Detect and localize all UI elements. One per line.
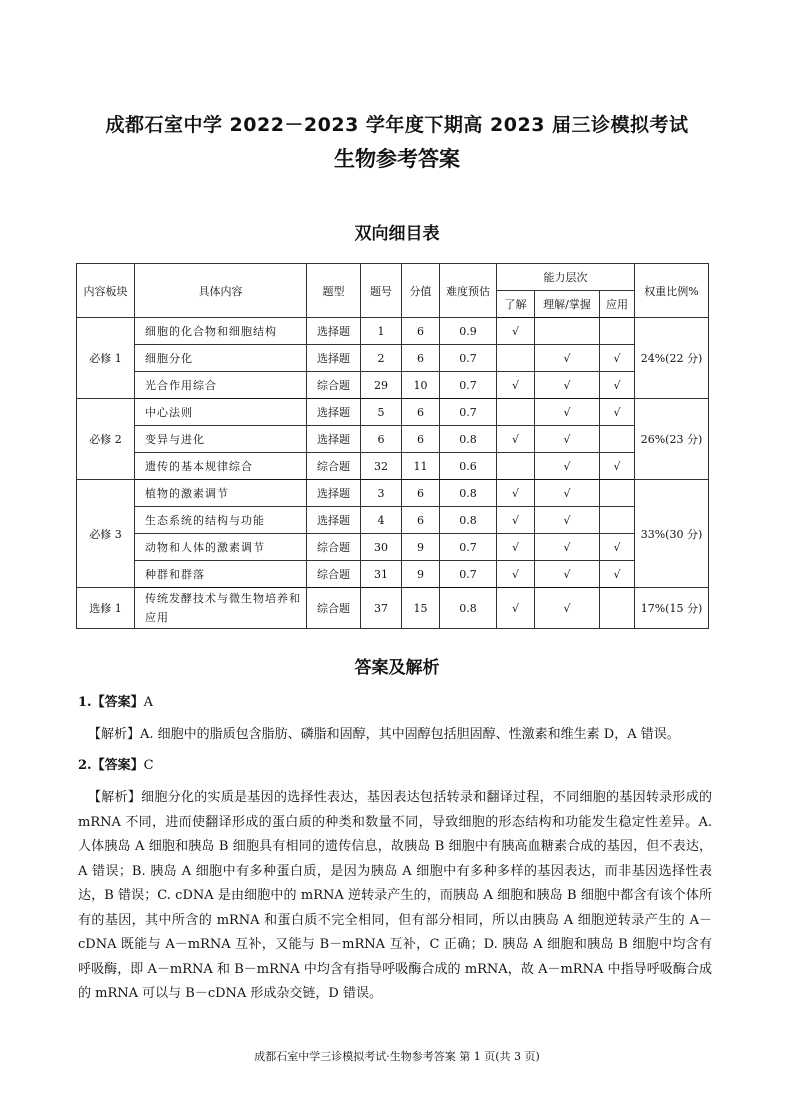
difficulty-cell: 0.8 <box>440 507 497 534</box>
number-cell: 4 <box>361 507 402 534</box>
number-cell: 29 <box>361 372 402 399</box>
check-master: √ <box>535 507 600 534</box>
score-cell: 6 <box>402 426 440 453</box>
number-cell: 37 <box>361 588 402 629</box>
answers-section-title: 答案及解析 <box>354 658 440 678</box>
header-block: 内容板块 <box>77 264 135 318</box>
type-cell: 选择题 <box>307 345 361 372</box>
block-cell: 必修 2 <box>77 399 135 480</box>
q2-answer-label: 2.【答案】 <box>78 758 144 773</box>
check-understand <box>497 453 535 480</box>
check-apply <box>600 588 635 629</box>
check-understand: √ <box>497 480 535 507</box>
check-master: √ <box>535 372 600 399</box>
q1-answer-value: A <box>143 695 153 710</box>
difficulty-cell: 0.8 <box>440 480 497 507</box>
check-apply: √ <box>600 453 635 480</box>
q2-answer <box>78 754 718 778</box>
number-cell: 30 <box>361 534 402 561</box>
page-footer: 成都石室中学三诊模拟考试·生物参考答案 第 1 页(共 3 页) <box>254 1050 540 1063</box>
difficulty-cell: 0.7 <box>440 399 497 426</box>
type-cell: 选择题 <box>307 318 361 345</box>
number-cell: 32 <box>361 453 402 480</box>
type-cell: 选择题 <box>307 507 361 534</box>
header-score: 分值 <box>402 264 440 318</box>
score-cell: 6 <box>402 507 440 534</box>
check-understand: √ <box>497 318 535 345</box>
score-cell: 9 <box>402 534 440 561</box>
difficulty-cell: 0.7 <box>440 372 497 399</box>
score-cell: 6 <box>402 318 440 345</box>
check-master: √ <box>535 345 600 372</box>
check-apply: √ <box>600 345 635 372</box>
check-master: √ <box>535 534 600 561</box>
difficulty-cell: 0.7 <box>440 561 497 588</box>
score-cell: 15 <box>402 588 440 629</box>
answer-key-title: 生物参考答案 <box>334 147 460 171</box>
type-cell: 选择题 <box>307 426 361 453</box>
weight-cell: 17%(15 分) <box>635 588 709 629</box>
type-cell: 综合题 <box>307 534 361 561</box>
check-understand <box>497 345 535 372</box>
check-understand: √ <box>497 561 535 588</box>
q1-analysis-label: 【解析】 <box>88 727 141 742</box>
header-difficulty: 难度预估 <box>440 264 497 318</box>
score-cell: 6 <box>402 399 440 426</box>
content-cell: 变异与进化 <box>135 426 307 453</box>
header-type: 题型 <box>307 264 361 318</box>
q1-analysis <box>78 723 712 748</box>
content-cell: 植物的激素调节 <box>135 480 307 507</box>
content-cell: 光合作用综合 <box>135 372 307 399</box>
number-cell: 31 <box>361 561 402 588</box>
q1-analysis-text: A. 细胞中的脂质包含脂肪、磷脂和固醇，其中固醇包括胆固醇、性激素和维生素 D，A 错误。 <box>140 727 680 742</box>
content-cell: 细胞的化合物和细胞结构 <box>135 318 307 345</box>
number-cell: 1 <box>361 318 402 345</box>
check-master <box>535 318 600 345</box>
check-understand: √ <box>497 372 535 399</box>
score-cell: 10 <box>402 372 440 399</box>
type-cell: 选择题 <box>307 399 361 426</box>
number-cell: 5 <box>361 399 402 426</box>
check-understand: √ <box>497 426 535 453</box>
score-cell: 6 <box>402 345 440 372</box>
content-cell: 种群和群落 <box>135 561 307 588</box>
header-number: 题号 <box>361 264 402 318</box>
header-ability-understand: 了解 <box>497 291 535 318</box>
check-understand: √ <box>497 588 535 629</box>
difficulty-cell: 0.9 <box>440 318 497 345</box>
check-master: √ <box>535 399 600 426</box>
check-apply <box>600 426 635 453</box>
type-cell: 综合题 <box>307 561 361 588</box>
check-apply: √ <box>600 561 635 588</box>
q2-analysis-text: 细胞分化的实质是基因的选择性表达，基因表达包括转录和翻译过程，不同细胞的基因转录形成的 mRNA 不同，进而使翻译形成的蛋白质的种类和数量不同，导致细胞的形态结构和功能发生稳定性差异。A. 人体胰岛 A 细胞和胰岛 B 细胞具有相同的遗传信息，故胰岛 B 细胞中有胰高血糖素合成的基因，但不表达，A 错误；B. 胰岛 A 细胞中有多种蛋白质，是因为胰岛 A 细胞中有多种多样的基因表达，而非基因选择性表达，B 错误；C. cDNA 是由细胞中的 mRNA 逆转录产生的，而胰岛 A 细胞和胰岛 B 细胞中都含有该个体所有的基因，其中所含的 mRNA 和蛋白质不完全相同，但有部分相同，所以由胰岛 A 细胞逆转录产生的 A－cDNA 既能与 A－mRNA 互补，又能与 B－mRNA 互补，C 正确；D. 胰岛 A 细胞和胰岛 B 细胞中均含有呼吸酶，即 A－mRNA 和 B－mRNA 中均含有指导呼吸酶合成的 mRNA，故 A－mRNA 中指导呼吸酶合成的 mRNA 可以与 B－cDNA 形成杂交链，D 错误。 <box>78 790 712 1001</box>
block-cell: 必修 3 <box>77 480 135 588</box>
q1-answer-label: 1.【答案】 <box>78 695 144 710</box>
number-cell: 2 <box>361 345 402 372</box>
header-ability: 能力层次 <box>497 264 635 291</box>
block-cell: 选修 1 <box>77 588 135 629</box>
type-cell: 综合题 <box>307 372 361 399</box>
check-master: √ <box>535 588 600 629</box>
score-cell: 6 <box>402 480 440 507</box>
header-content: 具体内容 <box>135 264 307 318</box>
spec-table <box>76 263 709 629</box>
content-cell: 动物和人体的激素调节 <box>135 534 307 561</box>
content-cell: 中心法则 <box>135 399 307 426</box>
check-apply <box>600 318 635 345</box>
check-master: √ <box>535 480 600 507</box>
check-apply <box>600 507 635 534</box>
q2-analysis-label: 【解析】 <box>88 790 142 805</box>
q1-answer <box>78 691 718 715</box>
check-apply: √ <box>600 372 635 399</box>
q2-answer-value: C <box>143 758 154 773</box>
check-understand <box>497 399 535 426</box>
q2-analysis <box>78 786 712 1007</box>
check-apply: √ <box>600 534 635 561</box>
number-cell: 3 <box>361 480 402 507</box>
header-ability-master: 理解/掌握 <box>535 291 600 318</box>
content-cell: 细胞分化 <box>135 345 307 372</box>
type-cell: 综合题 <box>307 453 361 480</box>
content-cell: 传统发酵技术与微生物培养和应用 <box>135 588 307 629</box>
check-master: √ <box>535 426 600 453</box>
header-weight: 权重比例% <box>635 264 709 318</box>
spec-table-title: 双向细目表 <box>354 224 440 244</box>
content-cell: 遗传的基本规律综合 <box>135 453 307 480</box>
score-cell: 9 <box>402 561 440 588</box>
exam-title: 成都石室中学 2022－2023 学年度下期高 2023 届三诊模拟考试 <box>105 114 689 136</box>
difficulty-cell: 0.8 <box>440 588 497 629</box>
weight-cell: 33%(30 分) <box>635 480 709 588</box>
difficulty-cell: 0.7 <box>440 345 497 372</box>
weight-cell: 26%(23 分) <box>635 399 709 480</box>
score-cell: 11 <box>402 453 440 480</box>
check-master: √ <box>535 561 600 588</box>
check-understand: √ <box>497 534 535 561</box>
type-cell: 选择题 <box>307 480 361 507</box>
check-apply <box>600 480 635 507</box>
number-cell: 6 <box>361 426 402 453</box>
check-understand: √ <box>497 507 535 534</box>
weight-cell: 24%(22 分) <box>635 318 709 399</box>
type-cell: 综合题 <box>307 588 361 629</box>
content-cell: 生态系统的结构与功能 <box>135 507 307 534</box>
header-ability-apply: 应用 <box>600 291 635 318</box>
difficulty-cell: 0.7 <box>440 534 497 561</box>
block-cell: 必修 1 <box>77 318 135 399</box>
check-master: √ <box>535 453 600 480</box>
difficulty-cell: 0.8 <box>440 426 497 453</box>
check-apply: √ <box>600 399 635 426</box>
difficulty-cell: 0.6 <box>440 453 497 480</box>
